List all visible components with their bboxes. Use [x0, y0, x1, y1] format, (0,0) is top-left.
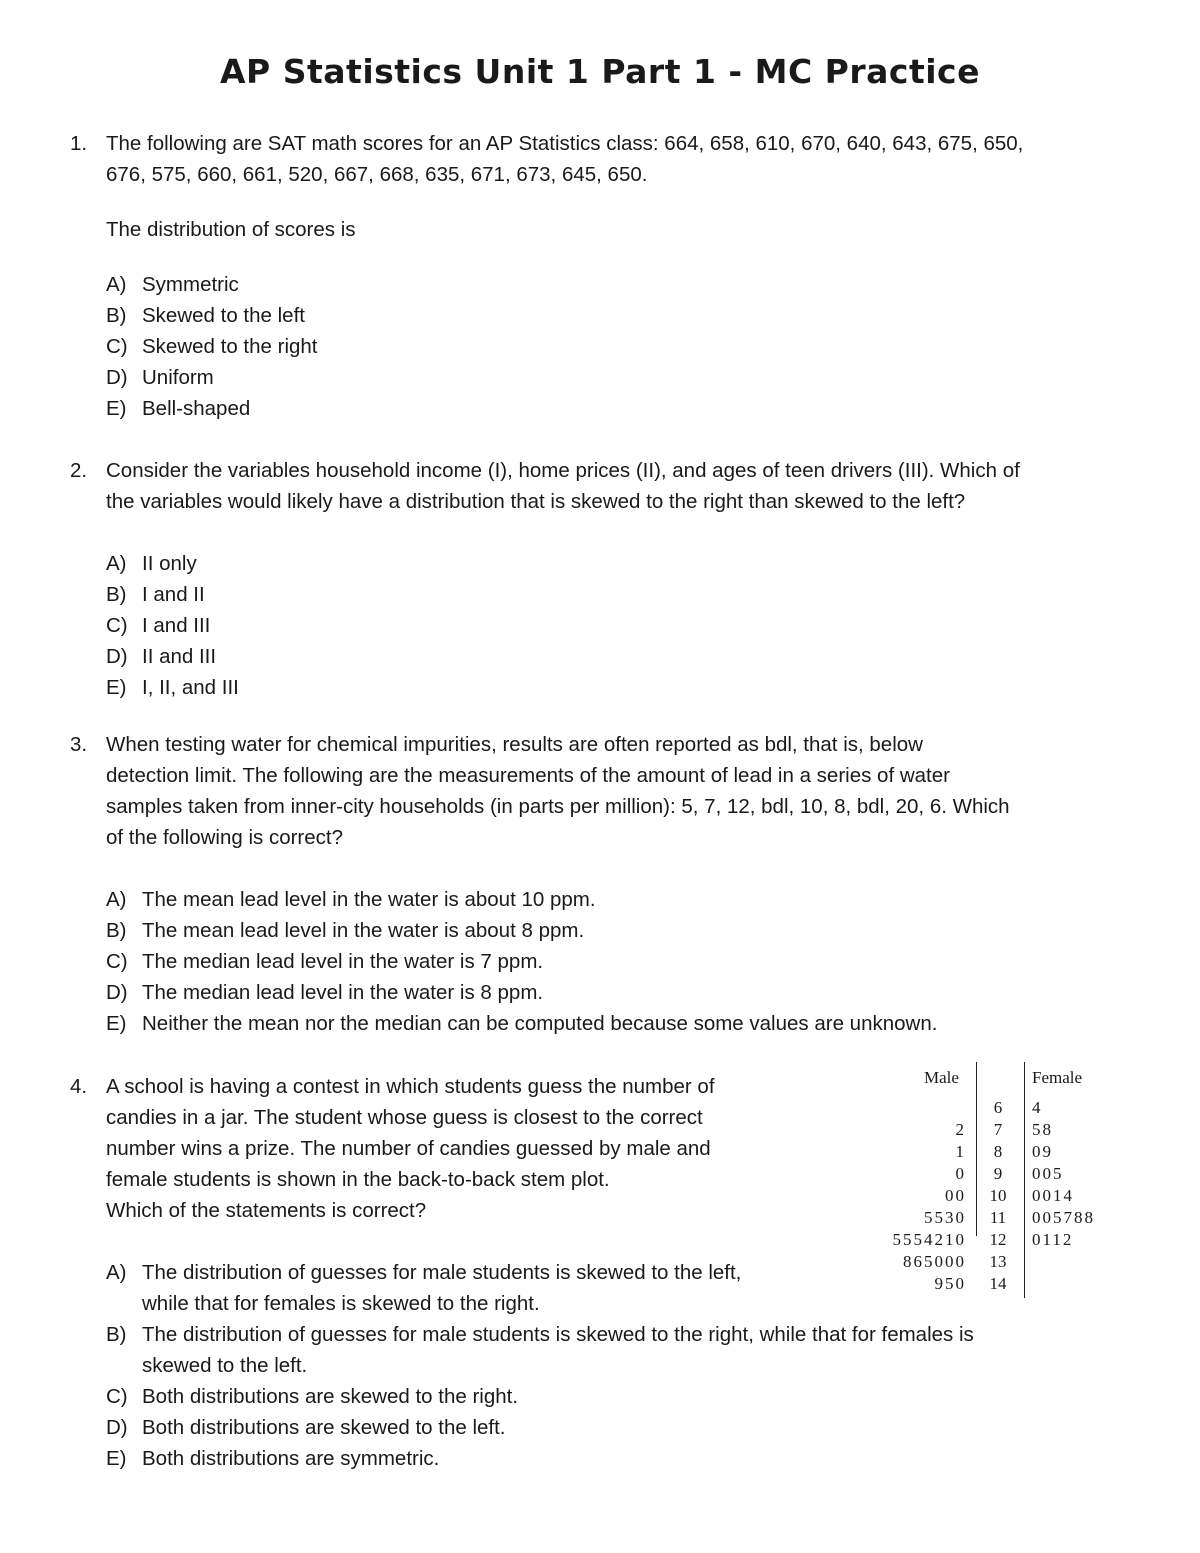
stem-value: 9 — [993, 1164, 1003, 1183]
male-label: Male — [924, 1068, 959, 1087]
stem-row — [858, 1207, 1120, 1229]
option-b[interactable] — [106, 915, 1166, 946]
option-letter: B) — [106, 1323, 127, 1346]
option-letter: A) — [106, 552, 127, 575]
answer-options — [106, 884, 1166, 1039]
option-e[interactable] — [106, 393, 1166, 424]
page-title: AP Statistics Unit 1 Part 1 - MC Practice — [220, 52, 980, 91]
male-leaves: 5554210 — [892, 1230, 966, 1249]
question-text-line: female students is shown in the back-to-back stem plot. — [106, 1168, 610, 1191]
stem-row — [858, 1163, 1120, 1185]
option-text-line: Both distributions are skewed to the right. — [142, 1385, 519, 1408]
female-label: Female — [1032, 1068, 1083, 1087]
option-text: Skewed to the left — [142, 304, 305, 327]
option-letter: C) — [106, 335, 128, 358]
stem-row — [858, 1097, 1120, 1119]
question-text-line: The following are SAT math scores for an AP Statistics class: 664, 658, 610, 670, 640, 643, 675, 650, — [106, 132, 1024, 155]
option-letter: A) — [106, 888, 127, 911]
question-text-line: Consider the variables household income (I), home prices (II), and ages of teen drivers (III). Which of — [106, 459, 1020, 482]
answer-options — [106, 548, 1166, 703]
male-leaves: 0 — [955, 1164, 966, 1183]
option-letter: D) — [106, 366, 128, 389]
male-leaves: 00 — [945, 1186, 966, 1205]
stem-value: 11 — [989, 1208, 1007, 1227]
question-prompt: The distribution of scores is — [106, 218, 356, 241]
option-letter: B) — [106, 583, 127, 606]
option-text-line: skewed to the left. — [142, 1354, 308, 1377]
option-letter: B) — [106, 919, 127, 942]
option-b[interactable] — [106, 1319, 1166, 1381]
stem-value: 8 — [993, 1142, 1003, 1161]
female-leaves: 4 — [1032, 1098, 1043, 1117]
male-leaves: 5530 — [924, 1208, 966, 1227]
option-b[interactable] — [106, 579, 1166, 610]
option-text: Bell-shaped — [142, 397, 251, 420]
option-b[interactable] — [106, 300, 1166, 331]
question-text-line: A school is having a contest in which students guess the number of — [106, 1075, 715, 1098]
question-text-line: candies in a jar. The student whose guess is closest to the correct — [106, 1106, 703, 1129]
stem-value: 7 — [993, 1120, 1003, 1139]
option-d[interactable] — [106, 641, 1166, 672]
option-e[interactable] — [106, 672, 1166, 703]
option-text: II and III — [142, 645, 217, 668]
option-text: Skewed to the right — [142, 335, 318, 358]
option-text: II only — [142, 552, 197, 575]
female-leaves: 58 — [1032, 1120, 1053, 1139]
stem-value: 6 — [993, 1098, 1003, 1117]
option-c[interactable] — [106, 1381, 1166, 1412]
option-text: The median lead level in the water is 7 ppm. — [142, 950, 544, 973]
option-d[interactable] — [106, 1412, 1166, 1443]
stem-row — [858, 1185, 1120, 1207]
question-number: 2. — [70, 459, 88, 482]
option-c[interactable] — [106, 331, 1166, 362]
question-number: 4. — [70, 1075, 88, 1098]
question-text-line: When testing water for chemical impurities, results are often reported as bdl, that is, below — [106, 733, 923, 756]
option-text: I and II — [142, 583, 205, 606]
female-leaves: 005788 — [1032, 1208, 1095, 1227]
option-text: Neither the mean nor the median can be computed because some values are unknown. — [142, 1012, 938, 1035]
option-e[interactable] — [106, 1008, 1166, 1039]
option-e[interactable] — [106, 1443, 1166, 1474]
option-letter: C) — [106, 1385, 128, 1408]
question-text-line: the variables would likely have a distribution that is skewed to the right than skewed to the left? — [106, 490, 966, 513]
option-text-line: while that for females is skewed to the right. — [142, 1292, 540, 1315]
option-c[interactable] — [106, 946, 1166, 977]
female-leaves: 0014 — [1032, 1186, 1074, 1205]
female-leaves: 09 — [1032, 1142, 1053, 1161]
option-letter: C) — [106, 614, 128, 637]
option-letter: B) — [106, 304, 127, 327]
question-text-line: of the following is correct? — [106, 826, 344, 849]
stem-value: 13 — [989, 1252, 1007, 1271]
option-text: Uniform — [142, 366, 214, 389]
option-letter: E) — [106, 397, 127, 420]
male-leaves: 2 — [955, 1120, 966, 1139]
option-letter: E) — [106, 1447, 127, 1470]
question-number: 1. — [70, 132, 88, 155]
stem-plot — [858, 1062, 1120, 1298]
stem-row — [858, 1141, 1120, 1163]
option-c[interactable] — [106, 610, 1166, 641]
male-leaves: 865000 — [903, 1252, 966, 1271]
option-letter: C) — [106, 950, 128, 973]
question-text-line: Which of the statements is correct? — [106, 1199, 427, 1222]
stem-row — [858, 1229, 1120, 1251]
stem-value: 12 — [989, 1230, 1007, 1249]
option-letter: A) — [106, 273, 127, 296]
male-leaves: 1 — [955, 1142, 966, 1161]
option-d[interactable] — [106, 362, 1166, 393]
option-a[interactable] — [106, 269, 1166, 300]
option-letter: E) — [106, 1012, 127, 1035]
option-text: The mean lead level in the water is about 8 ppm. — [142, 919, 585, 942]
male-leaves: 950 — [934, 1274, 966, 1293]
answer-options — [106, 269, 1166, 424]
option-letter: D) — [106, 1416, 128, 1439]
option-text-line: The distribution of guesses for male students is skewed to the right, while that for females is — [142, 1323, 974, 1346]
option-letter: D) — [106, 981, 128, 1004]
option-text-line: Both distributions are symmetric. — [142, 1447, 440, 1470]
stem-value: 10 — [989, 1186, 1007, 1205]
option-a[interactable] — [106, 548, 1166, 579]
question-text-line: number wins a prize. The number of candies guessed by male and — [106, 1137, 711, 1160]
option-text-line: Both distributions are skewed to the left. — [142, 1416, 506, 1439]
question-text-line: samples taken from inner-city households (in parts per million): 5, 7, 12, bdl, 10, 8, bdl, 20, 6. Which — [106, 795, 1010, 818]
stem-row — [858, 1273, 1120, 1295]
option-text-line: The distribution of guesses for male students is skewed to the left, — [142, 1261, 742, 1284]
option-text: I, II, and III — [142, 676, 239, 699]
option-letter: A) — [106, 1261, 127, 1284]
female-leaves: 005 — [1032, 1164, 1064, 1183]
option-letter: D) — [106, 645, 128, 668]
option-text: Symmetric — [142, 273, 239, 296]
option-d[interactable] — [106, 977, 1166, 1008]
option-text: The median lead level in the water is 8 ppm. — [142, 981, 544, 1004]
option-text: I and III — [142, 614, 211, 637]
option-letter: E) — [106, 676, 127, 699]
stem-row — [858, 1251, 1120, 1273]
option-text: The mean lead level in the water is about 10 ppm. — [142, 888, 596, 911]
option-a[interactable] — [106, 884, 1166, 915]
stem-value: 14 — [989, 1274, 1007, 1293]
question-text-line: 676, 575, 660, 661, 520, 667, 668, 635, 671, 673, 645, 650. — [106, 163, 648, 186]
female-leaves: 0112 — [1032, 1230, 1074, 1249]
question-number: 3. — [70, 733, 88, 756]
question-text-line: detection limit. The following are the measurements of the amount of lead in a series of water — [106, 764, 950, 787]
stem-row — [858, 1119, 1120, 1141]
